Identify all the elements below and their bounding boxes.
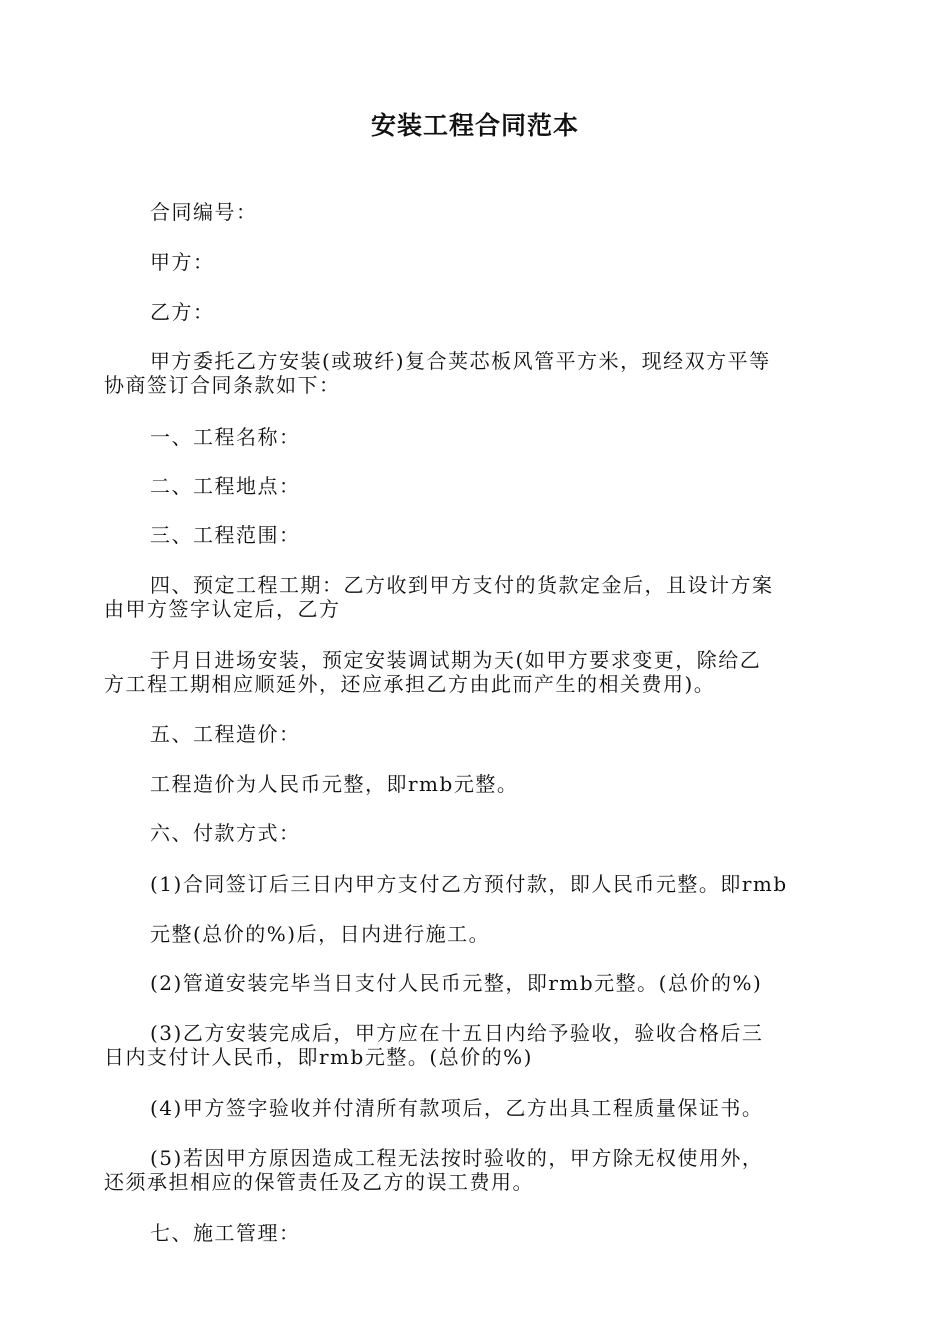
paragraph-line: 乙方：	[150, 300, 215, 324]
section-project-scope	[104, 523, 850, 547]
paragraph-line: 甲方：	[150, 250, 215, 274]
paragraph-line: 于月日进场安装，预定安装调试期为天(如甲方要求变更，除给乙	[150, 648, 762, 672]
section-project-location	[104, 474, 850, 498]
paragraph-line: 日内支付计人民币，即rmb元整。(总价的%)	[104, 1045, 533, 1069]
payment-item-5	[104, 1146, 850, 1194]
payment-item-1	[104, 872, 850, 896]
paragraph-intro	[104, 349, 850, 397]
paragraph-line: 合同编号：	[150, 200, 258, 224]
paragraph-schedule-detail	[104, 648, 850, 696]
paragraph-party-a	[104, 250, 850, 274]
section-construction-management	[104, 1221, 850, 1245]
paragraph-line: 六、付款方式：	[150, 821, 301, 845]
paragraph-line: (4)甲方签字验收并付清所有款项后，乙方出具工程质量保证书。	[150, 1096, 764, 1120]
paragraph-line: 协商签订合同条款如下：	[104, 373, 341, 397]
paragraph-cost-detail	[104, 772, 850, 796]
payment-item-3	[104, 1021, 850, 1069]
paragraph-line: 还须承担相应的保管责任及乙方的误工费用。	[104, 1170, 534, 1194]
paragraph-contract-number	[104, 200, 850, 224]
payment-item-1-continued	[104, 922, 850, 946]
paragraph-line: (1)合同签订后三日内甲方支付乙方预付款，即人民币元整。即rmb	[150, 872, 788, 896]
paragraph-line: (3)乙方安装完成后，甲方应在十五日内给予验收，验收合格后三	[150, 1021, 764, 1045]
paragraph-line: 工程造价为人民币元整，即rmb元整。	[150, 772, 519, 796]
section-project-cost	[104, 722, 850, 746]
paragraph-line: 七、施工管理：	[150, 1221, 301, 1245]
payment-item-2	[104, 971, 850, 995]
section-project-name	[104, 425, 850, 449]
paragraph-line: 四、预定工程工期：乙方收到甲方支付的货款定金后，且设计方案	[150, 573, 774, 597]
section-schedule	[104, 573, 850, 621]
paragraph-line: 由甲方签字认定后，乙方	[104, 597, 341, 621]
payment-item-4	[104, 1096, 850, 1120]
paragraph-line: (5)若因甲方原因造成工程无法按时验收的，甲方除无权使用外，	[150, 1146, 764, 1170]
document-title: 安装工程合同范本	[370, 111, 579, 140]
paragraph-line: 一、工程名称：	[150, 425, 301, 449]
paragraph-line: 二、工程地点：	[150, 474, 301, 498]
paragraph-line: 三、工程范围：	[150, 523, 301, 547]
paragraph-line: (2)管道安装完毕当日支付人民币元整，即rmb元整。(总价的%)	[150, 971, 763, 995]
paragraph-line: 方工程工期相应顺延外，还应承担乙方由此而产生的相关费用)。	[104, 672, 716, 696]
paragraph-line: 甲方委托乙方安装(或玻纤)复合荚芯板风管平方米，现经双方平等	[150, 349, 771, 373]
paragraph-line: 元整(总价的%)后，日内进行施工。	[150, 922, 491, 946]
section-payment	[104, 821, 850, 845]
paragraph-party-b	[104, 300, 850, 324]
paragraph-line: 五、工程造价：	[150, 722, 301, 746]
